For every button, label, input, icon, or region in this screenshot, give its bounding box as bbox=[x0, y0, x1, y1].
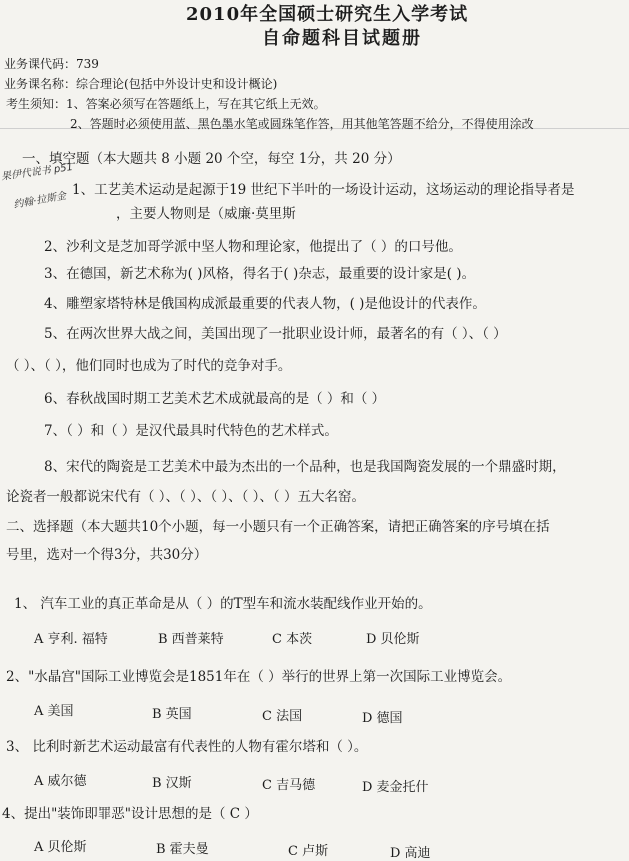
question-1-6: 6、春秋战国时期工艺美术艺术成就最高的是（ ）和（ ） bbox=[44, 391, 386, 407]
question-1-4: 4、雕塑家塔特林是俄国构成派最重要的代表人物，( )是他设计的代表作。 bbox=[44, 296, 486, 312]
question-1-8a: 8、宋代的陶瓷是工艺美术中最为杰出的一个品种，也是我国陶瓷发展的一个鼎盛时期， bbox=[44, 459, 566, 475]
question-1-1a: 1、工艺美术运动是起源于19 世纪下半叶的一场设计运动，这场运动的理论指导者是 bbox=[72, 182, 575, 198]
question-1-2: 2、沙利文是芝加哥学派中坚人物和理论家，他提出了（ ）的口号他。 bbox=[44, 239, 462, 255]
handwritten-note-1: 果伊代说书 p51 bbox=[0, 161, 74, 183]
question-2-2: 2、"水晶宫"国际工业博览会是1851年在（ ）举行的世界上第一次国际工业博览会。 bbox=[6, 669, 512, 685]
q2-3-option-a: A 威尔德 bbox=[34, 774, 87, 789]
question-1-5a: 5、在两次世界大战之间，美国出现了一批职业设计师，最著名的有（ ）、（ ） bbox=[44, 326, 507, 342]
q2-2-option-a: A 美国 bbox=[34, 704, 74, 719]
q2-1-option-b: B 西普莱特 bbox=[158, 632, 224, 647]
q2-4-option-c: C 卢斯 bbox=[288, 844, 329, 859]
q2-4-option-b: B 霍夫曼 bbox=[156, 842, 209, 857]
question-2-1: 1、 汽车工业的真正革命是从（ ）的T型车和流水装配线作业开始的。 bbox=[14, 596, 432, 612]
course-name: 业务课名称：综合理论(包括中外设计史和设计概论) bbox=[4, 77, 278, 91]
question-1-7: 7、（ ）和（ ）是汉代最具时代特色的艺术样式。 bbox=[44, 423, 338, 439]
q2-1-option-a: A 亨利. 福特 bbox=[34, 632, 108, 647]
course-code: 业务课代码：739 bbox=[4, 57, 99, 71]
q2-1-option-d: D 贝伦斯 bbox=[366, 632, 420, 647]
question-1-8b: 论瓷者一般都说宋代有（ ）、（ ）、（ ）、（ ）、（ ）五大名窑。 bbox=[6, 489, 365, 505]
section1-heading: 一、填空题（本大题共 8 小题 20 个空，每空 1分，共 20 分） bbox=[22, 151, 401, 167]
handwritten-note-2: 约翰·拉斯金 bbox=[12, 190, 67, 211]
question-2-3: 3、 比利时新艺术运动最富有代表性的人物有霍尔塔和（ ）。 bbox=[6, 739, 368, 755]
q2-1-option-c: C 本茨 bbox=[272, 632, 313, 647]
q2-4-option-d: D 高迪 bbox=[390, 846, 431, 861]
notice-line-2: 2、答题时必须使用蓝、黑色墨水笔或圆珠笔作答，用其他笔答题不给分，不得使用涂改 bbox=[70, 117, 534, 131]
q2-3-option-c: C 吉马德 bbox=[262, 778, 316, 793]
question-2-4: 4、提出"装饰即罪恶"设计思想的是（ C ） bbox=[2, 806, 258, 822]
q2-3-option-b: B 汉斯 bbox=[152, 776, 192, 791]
section2-heading-a: 二、选择题（本大题共10个小题，每一小题只有一个正确答案，请把正确答案的序号填在括 bbox=[6, 519, 550, 535]
question-1-1b: ，主要人物则是（威廉·莫里斯 bbox=[116, 206, 296, 222]
q2-2-option-c: C 法国 bbox=[262, 709, 303, 724]
exam-title: 2010年全国硕士研究生入学考试 bbox=[186, 4, 469, 25]
q2-2-option-b: B 英国 bbox=[152, 707, 192, 722]
notice-line-1: 考生须知：1、答案必须写在答题纸上，写在其它纸上无效。 bbox=[6, 97, 326, 111]
question-1-3: 3、在德国，新艺术称为( )风格，得名于( )杂志，最重要的设计家是( )。 bbox=[44, 266, 476, 282]
q2-3-option-d: D 麦金托什 bbox=[362, 780, 429, 795]
q2-2-option-d: D 德国 bbox=[362, 711, 403, 726]
q2-4-option-a: A 贝伦斯 bbox=[34, 840, 87, 855]
section2-heading-b: 号里，选对一个得3分，共30分） bbox=[6, 547, 208, 563]
question-1-5b: （ ）、（ ），他们同时也成为了时代的竞争对手。 bbox=[6, 358, 292, 374]
exam-subtitle: 自命题科目试题册 bbox=[262, 28, 422, 49]
